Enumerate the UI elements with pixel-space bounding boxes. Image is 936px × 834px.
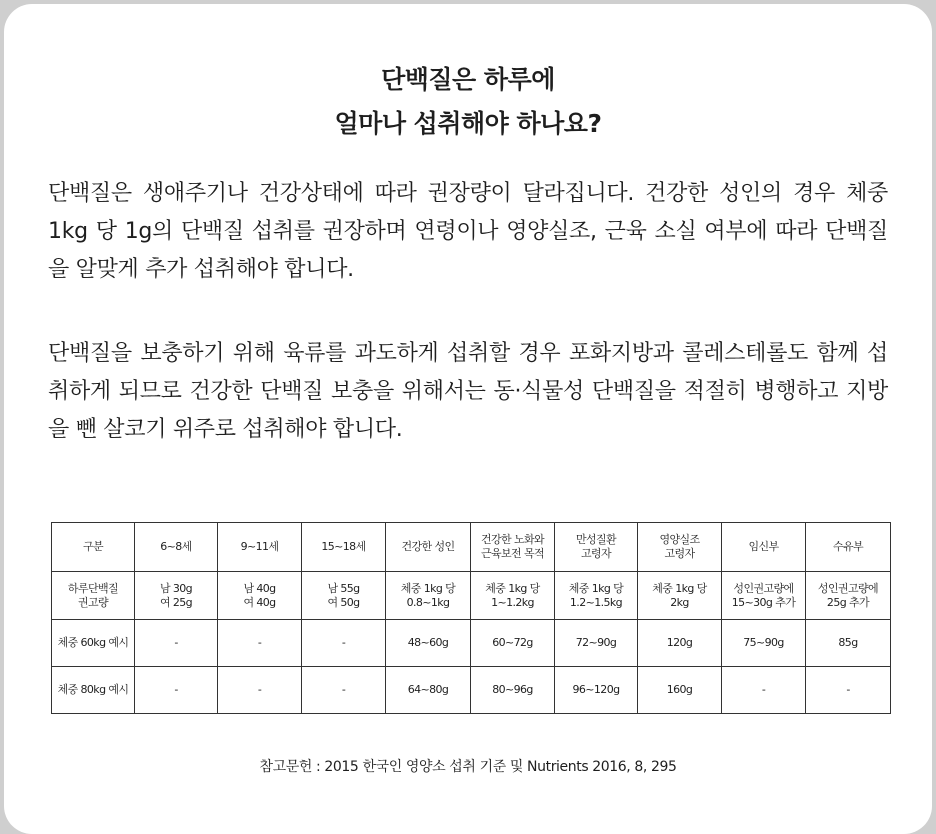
table-cell: 96~120g bbox=[555, 667, 638, 714]
table-cell: 체중 1kg 당 2kg bbox=[638, 572, 722, 620]
header-cell: 임신부 bbox=[722, 523, 806, 572]
table-cell: - bbox=[135, 667, 218, 714]
table-cell: 성인권고량에 25g 추가 bbox=[806, 572, 891, 620]
table-cell: 남 55g 여 50g bbox=[302, 572, 386, 620]
table-cell: 체중 1kg 당 1.2~1.5kg bbox=[555, 572, 638, 620]
table-cell: - bbox=[135, 620, 218, 667]
table-cell: 80~96g bbox=[471, 667, 555, 714]
table-cell: 남 40g 여 40g bbox=[218, 572, 302, 620]
table-cell: 체중 1kg 당 1~1.2kg bbox=[471, 572, 555, 620]
header-cell: 15~18세 bbox=[302, 523, 386, 572]
paragraph-2: 단백질을 보충하기 위해 육류를 과도하게 섭취할 경우 포화지방과 콜레스테롤도 함께 섭취하게 되므로 건강한 단백질 보충을 위해서는 동·식물성 단백질을 적절히 병행하고 지방을 뺀 살코기 위주로 섭취해야 합니다. bbox=[48, 341, 888, 442]
table-cell: - bbox=[302, 667, 386, 714]
table-row bbox=[52, 667, 891, 714]
table-cell: 75~90g bbox=[722, 620, 806, 667]
table-cell: - bbox=[806, 667, 891, 714]
header-cell: 만성질환 고령자 bbox=[555, 523, 638, 572]
paragraph-1: 단백질은 생애주기나 건강상태에 따라 권장량이 달라집니다. 건강한 성인의 경우 체중 1kg 당 1g의 단백질 섭취를 권장하며 연령이나 영양실조, 근육 소실 여부에 따라 단백질을 알맞게 추가 섭취해야 합니다. bbox=[48, 181, 888, 282]
protein-intake-table bbox=[51, 522, 891, 714]
table-cell: - bbox=[722, 667, 806, 714]
table-cell: 체중 60kg 예시 bbox=[52, 620, 135, 667]
header-cell: 수유부 bbox=[806, 523, 891, 572]
table-row bbox=[52, 572, 891, 620]
table-cell: 체중 1kg 당 0.8~1kg bbox=[386, 572, 471, 620]
table-cell: 85g bbox=[806, 620, 891, 667]
table-cell: 60~72g bbox=[471, 620, 555, 667]
table-cell: 하루단백질 권고량 bbox=[52, 572, 135, 620]
header-cell: 6~8세 bbox=[135, 523, 218, 572]
table-header-row bbox=[52, 523, 891, 572]
table-row bbox=[52, 620, 891, 667]
reference-text: 참고문헌 : 2015 한국인 영양소 섭취 기준 및 Nutrients 2016, 8, 295 bbox=[259, 759, 677, 775]
table-cell: 64~80g bbox=[386, 667, 471, 714]
header-cell: 9~11세 bbox=[218, 523, 302, 572]
table-cell: 160g bbox=[638, 667, 722, 714]
table-cell: 48~60g bbox=[386, 620, 471, 667]
header-cell: 구분 bbox=[52, 523, 135, 572]
table-cell: 남 30g 여 25g bbox=[135, 572, 218, 620]
page-title-line1: 단백질은 하루에 bbox=[381, 65, 555, 94]
header-cell: 건강한 성인 bbox=[386, 523, 471, 572]
table-cell: - bbox=[218, 620, 302, 667]
table-cell: - bbox=[302, 620, 386, 667]
table-cell: - bbox=[218, 667, 302, 714]
header-cell: 영양실조 고령자 bbox=[638, 523, 722, 572]
table-cell: 체중 80kg 예시 bbox=[52, 667, 135, 714]
table-cell: 120g bbox=[638, 620, 722, 667]
header-cell: 건강한 노화와 근육보전 목적 bbox=[471, 523, 555, 572]
table-cell: 성인권고량에 15~30g 추가 bbox=[722, 572, 806, 620]
table-cell: 72~90g bbox=[555, 620, 638, 667]
page-title-line2: 얼마나 섭취해야 하나요? bbox=[334, 109, 602, 138]
